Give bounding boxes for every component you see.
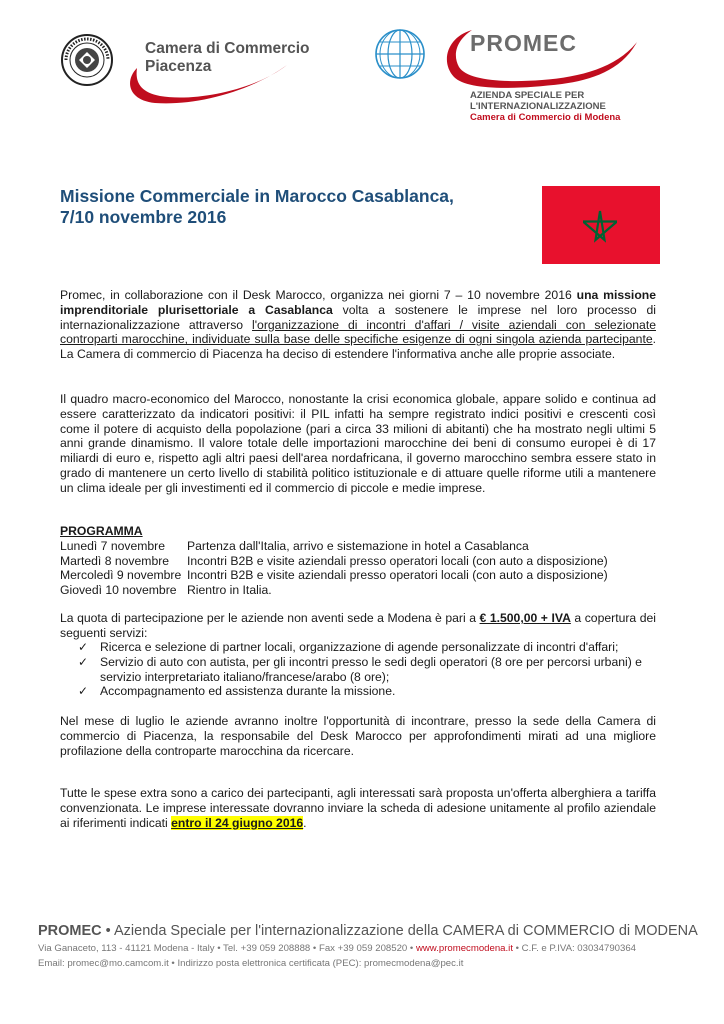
- flag-star-icon: [583, 209, 617, 243]
- footer-email: Email: promec@mo.camcom.it • Indirizzo posta elettronica certificata (PEC): promecmodena@pec.it: [38, 958, 464, 969]
- footer-brand: PROMEC: [38, 923, 102, 939]
- list-item: ✓ Servizio di auto con autista, per gli incontri presso le sedi degli operatori (8 ore per percorsi urbani) e servizio interpretariato italiano/francese/arabo (8 ore);: [78, 654, 642, 684]
- expenses-paragraph: Tutte le spese extra sono a carico dei partecipanti, agli interessati sarà proposta un'offerta alberghiera a tariffa convenzionata. Le imprese interessate dovranno inviare la scheda di adesione unitamente al profilo aziendale ai riferimenti indicati entro il 24 giugno 2016.: [60, 786, 656, 830]
- services-list: [78, 640, 656, 699]
- checkmark-icon: ✓: [78, 684, 89, 699]
- checkmark-icon: ✓: [78, 640, 89, 654]
- fee-paragraph: La quota di partecipazione per le aziende non aventi sede a Modena è pari a € 1.500,00 + IVA a copertura dei seguenti servizi:: [60, 611, 656, 640]
- deadline: entro il 24 giugno 2016: [171, 815, 304, 830]
- checkmark-icon: ✓: [78, 654, 89, 669]
- list-item: ✓ Accompagnamento ed assistenza durante la missione.: [78, 684, 396, 699]
- promec-subtitle: AZIENDA SPECIALE PER L'INTERNAZIONALIZZAZIONE Camera di Commercio di Modena: [470, 90, 621, 123]
- intro-paragraph: Promec, in collaborazione con il Desk Marocco, organizza nei giorni 7 – 10 novembre 2016 una missione imprenditoriale plurisettoriale a Casablanca volta a sostenere le imprese nel loro processo di internazionalizzazione attraverso l'organizzazione di incontri d'affari / visite aziendali con selezionate controparti marocchine, individuate sulla base delle specifiche esigenze di ogni singola azienda partecipante. La Camera di commercio di Piacenza ha deciso di estendere l'informativa anche alle proprie associate.: [60, 288, 656, 362]
- website-link[interactable]: www.promecmodena.it: [415, 943, 513, 954]
- program-row: Martedì 8 novembre Incontri B2B e visite aziendali presso operatori locali (con auto a disposizione): [60, 553, 608, 568]
- promec-logo-text: PROMEC: [470, 30, 577, 56]
- globe-icon: [374, 28, 426, 80]
- chamber-seal-logo: [60, 33, 114, 87]
- program-row: Giovedì 10 novembre Rientro in Italia.: [60, 583, 272, 598]
- economy-paragraph: Il quadro macro-economico del Marocco, nonostante la crisi economica globale, appare solido e continua ad essere caratterizzato da indicatori positivi: il PIL infatti ha sempre registrato indici positivi e crescenti così come il potere di acquisto della popolazione (pari a circa 33 milioni di abitanti) che ha mostrato negli ultimi 5 anni grande dinamismo. Il valore totale delle importazioni marocchine dei beni di consumo europei è di 17 miliardi di euro e, rispetto agli altri paesi dell'area nordafricana, il governo marocchino sembra essere stato in grado di mantenere un certo livello di stabilità politico istituzionale e di attuare quelle riforme utili a mantenere un clima ideale per gli investimenti ed il commercio di piccole e medie imprese.: [60, 392, 656, 495]
- program-row: Mercoledì 9 novembre Incontri B2B e visite aziendali presso operatori locali (con auto a disposizione): [60, 568, 608, 583]
- meeting-paragraph: Nel mese di luglio le aziende avranno inoltre l'opportunità di incontrare, presso la sede della Camera di commercio di Piacenza, la responsabile del Desk Marocco per approfondimenti mirati ad una migliore profilazione della controparte marocchina da ricercare.: [60, 714, 656, 758]
- program-section: [60, 524, 660, 598]
- fee-amount: € 1.500,00 + IVA: [479, 611, 571, 625]
- program-title: PROGRAMMA: [60, 524, 143, 538]
- page-title: Missione Commerciale in Marocco Casablanca, 7/10 novembre 2016: [60, 186, 454, 227]
- footer: PROMEC • Azienda Speciale per l'internazionalizzazione della CAMERA di COMMERCIO di MODENA Via Ganaceto, 113 - 41121 Modena - Italy • Tel. +39 059 208888 • Fax +39 059 208520 • www.promecmodena.it • C.F. e P.IVA: 03034790364 Email: promec@mo.camcom.it • Indirizzo posta elettronica certificata (PEC): promecmodena@pec.it: [38, 923, 708, 969]
- program-row: Lunedì 7 novembre Partenza dall'Italia, arrivo e sistemazione in hotel a Casablanca: [60, 538, 529, 553]
- list-item: ✓ Ricerca e selezione di partner locali, organizzazione di agende personalizzate di incontri d'affari;: [78, 640, 619, 654]
- chamber-name: Camera di Commercio Piacenza: [145, 40, 310, 75]
